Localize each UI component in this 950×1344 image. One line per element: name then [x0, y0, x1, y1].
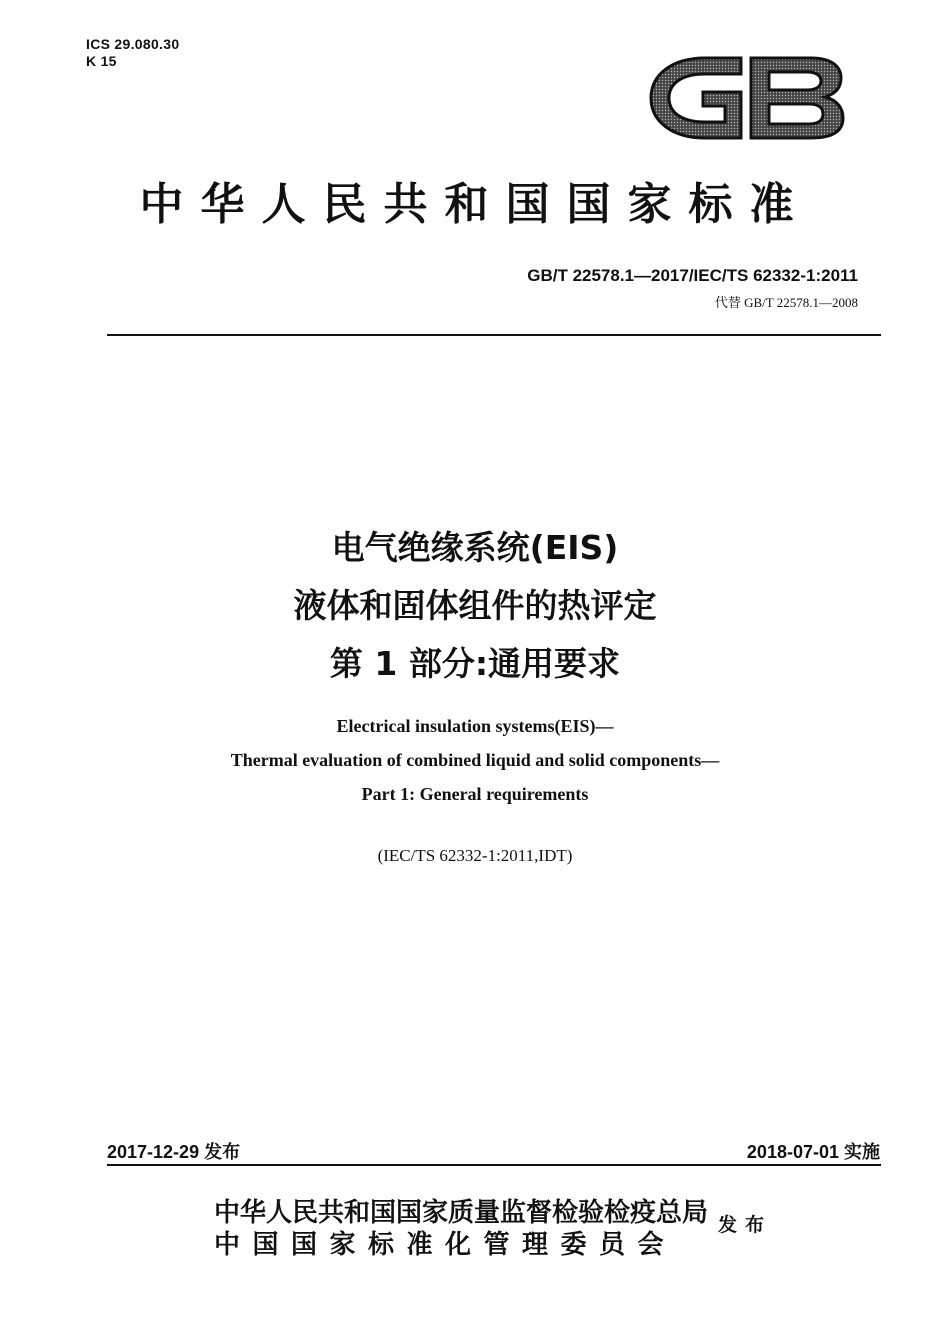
english-title-line-1: Electrical insulation systems(EIS)— [336, 716, 614, 736]
top-divider [107, 334, 881, 336]
classification-codes [86, 36, 179, 70]
chinese-title-line-1: 电气绝缘系统(EIS) [331, 528, 619, 567]
english-title-line-3: Part 1: General requirements [361, 784, 589, 804]
standard-number: GB/T 22578.1—2017/IEC/TS 62332-1:2011 [527, 266, 858, 285]
gb-logo [643, 52, 848, 145]
english-title-line-2: Thermal evaluation of combined liquid and solid components— [230, 750, 720, 770]
bottom-divider [107, 1164, 881, 1166]
publisher-line-1: 中华人民共和国国家质量监督检验检疫总局 [214, 1198, 709, 1228]
chinese-title-line-3: 第 1 部分:通用要求 [329, 644, 621, 683]
chinese-title-line-2: 液体和固体组件的热评定 [293, 586, 657, 625]
ccs-code: K 15 [86, 53, 117, 69]
ics-code: ICS 29.080.30 [86, 36, 180, 52]
national-standard-heading: 中华人民共和国国家标准 [139, 179, 811, 230]
replaced-standard: 代替 GB/T 22578.1—2008 [714, 295, 858, 310]
implementation-date: 2018-07-01 实施 [746, 1142, 880, 1162]
publisher-line-2: 中国国家标准化管理委员会 [214, 1230, 677, 1260]
issue-date: 2017-12-29 发布 [107, 1142, 241, 1162]
equivalence-note: (IEC/TS 62332-1:2011,IDT) [377, 846, 573, 865]
publish-label: 发布 [718, 1214, 773, 1236]
